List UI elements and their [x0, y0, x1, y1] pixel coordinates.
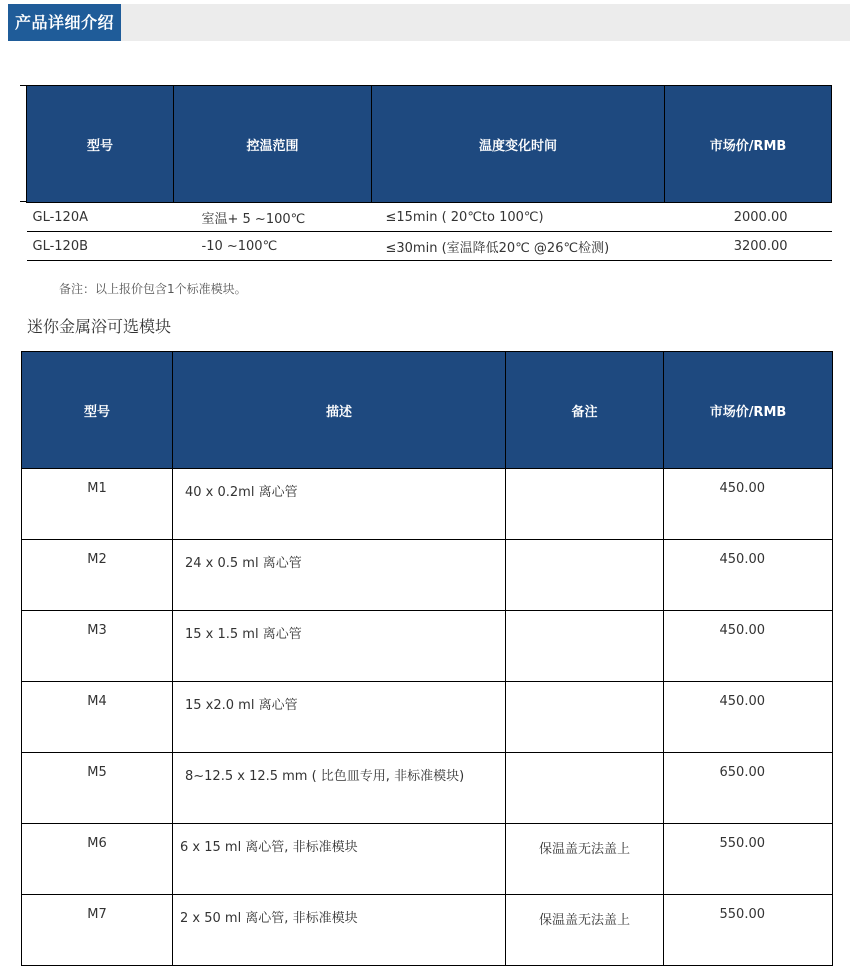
cell-price: 450.00 — [664, 682, 833, 753]
column-header-time: 温度变化时间 — [372, 86, 665, 203]
column-header-description: 描述 — [173, 352, 506, 469]
table-row — [22, 611, 833, 682]
table-row — [22, 895, 833, 966]
cell-model: GL-120B — [27, 232, 174, 261]
table-row — [22, 469, 833, 540]
cell-model: M1 — [22, 469, 173, 540]
table-row — [27, 232, 832, 261]
price-note: 备注：以上报价包含1个标准模块。 — [59, 282, 247, 296]
cell-model: M5 — [22, 753, 173, 824]
cell-range: 室温+ 5 ~100℃ — [174, 203, 372, 232]
column-header-price: 市场价/RMB — [665, 86, 832, 203]
cell-model: M6 — [22, 824, 173, 895]
cell-price: 450.00 — [664, 469, 833, 540]
cell-remark — [506, 682, 664, 753]
cell-remark — [506, 753, 664, 824]
module-section-title: 迷你金属浴可选模块 — [27, 317, 172, 336]
cell-price: 3200.00 — [665, 232, 832, 261]
cell-remark — [506, 540, 664, 611]
product-spec-table — [26, 85, 832, 261]
column-header-remark: 备注 — [506, 352, 664, 469]
cell-model: M2 — [22, 540, 173, 611]
cell-price: 550.00 — [664, 824, 833, 895]
table-row — [27, 203, 832, 232]
column-header-price: 市场价/RMB — [664, 352, 833, 469]
cell-price: 650.00 — [664, 753, 833, 824]
column-header-model: 型号 — [22, 352, 173, 469]
table-header-row — [22, 352, 833, 469]
cell-description: 2 x 50 ml 离心管, 非标准模块 — [173, 895, 506, 966]
cell-range: -10 ~100℃ — [174, 232, 372, 261]
table-row — [22, 753, 833, 824]
table-row — [22, 540, 833, 611]
cell-description: 15 x 1.5 ml 离心管 — [173, 611, 506, 682]
cell-model: M7 — [22, 895, 173, 966]
header-bar — [8, 4, 850, 41]
table-header-row — [27, 86, 832, 203]
cell-time: ≤30min (室温降低20℃ @26℃检测) — [372, 232, 665, 261]
cell-description: 6 x 15 ml 离心管, 非标准模块 — [173, 824, 506, 895]
cell-remark — [506, 469, 664, 540]
cell-description: 40 x 0.2ml 离心管 — [173, 469, 506, 540]
table-row — [22, 682, 833, 753]
cell-time: ≤15min ( 20℃to 100℃) — [372, 203, 665, 232]
cell-price: 550.00 — [664, 895, 833, 966]
section-header-title: 产品详细介绍 — [8, 4, 121, 41]
cell-remark — [506, 611, 664, 682]
cell-model: M4 — [22, 682, 173, 753]
column-header-range: 控温范围 — [174, 86, 372, 203]
module-table — [21, 351, 833, 966]
cell-description: 24 x 0.5 ml 离心管 — [173, 540, 506, 611]
cell-description: 8~12.5 x 12.5 mm ( 比色皿专用, 非标准模块) — [173, 753, 506, 824]
column-header-model: 型号 — [27, 86, 174, 203]
cell-price: 450.00 — [664, 540, 833, 611]
cell-model: M3 — [22, 611, 173, 682]
table-row — [22, 824, 833, 895]
cell-price: 2000.00 — [665, 203, 832, 232]
cell-remark: 保温盖无法盖上 — [506, 824, 664, 895]
cell-remark: 保温盖无法盖上 — [506, 895, 664, 966]
cell-price: 450.00 — [664, 611, 833, 682]
cell-model: GL-120A — [27, 203, 174, 232]
cell-description: 15 x2.0 ml 离心管 — [173, 682, 506, 753]
